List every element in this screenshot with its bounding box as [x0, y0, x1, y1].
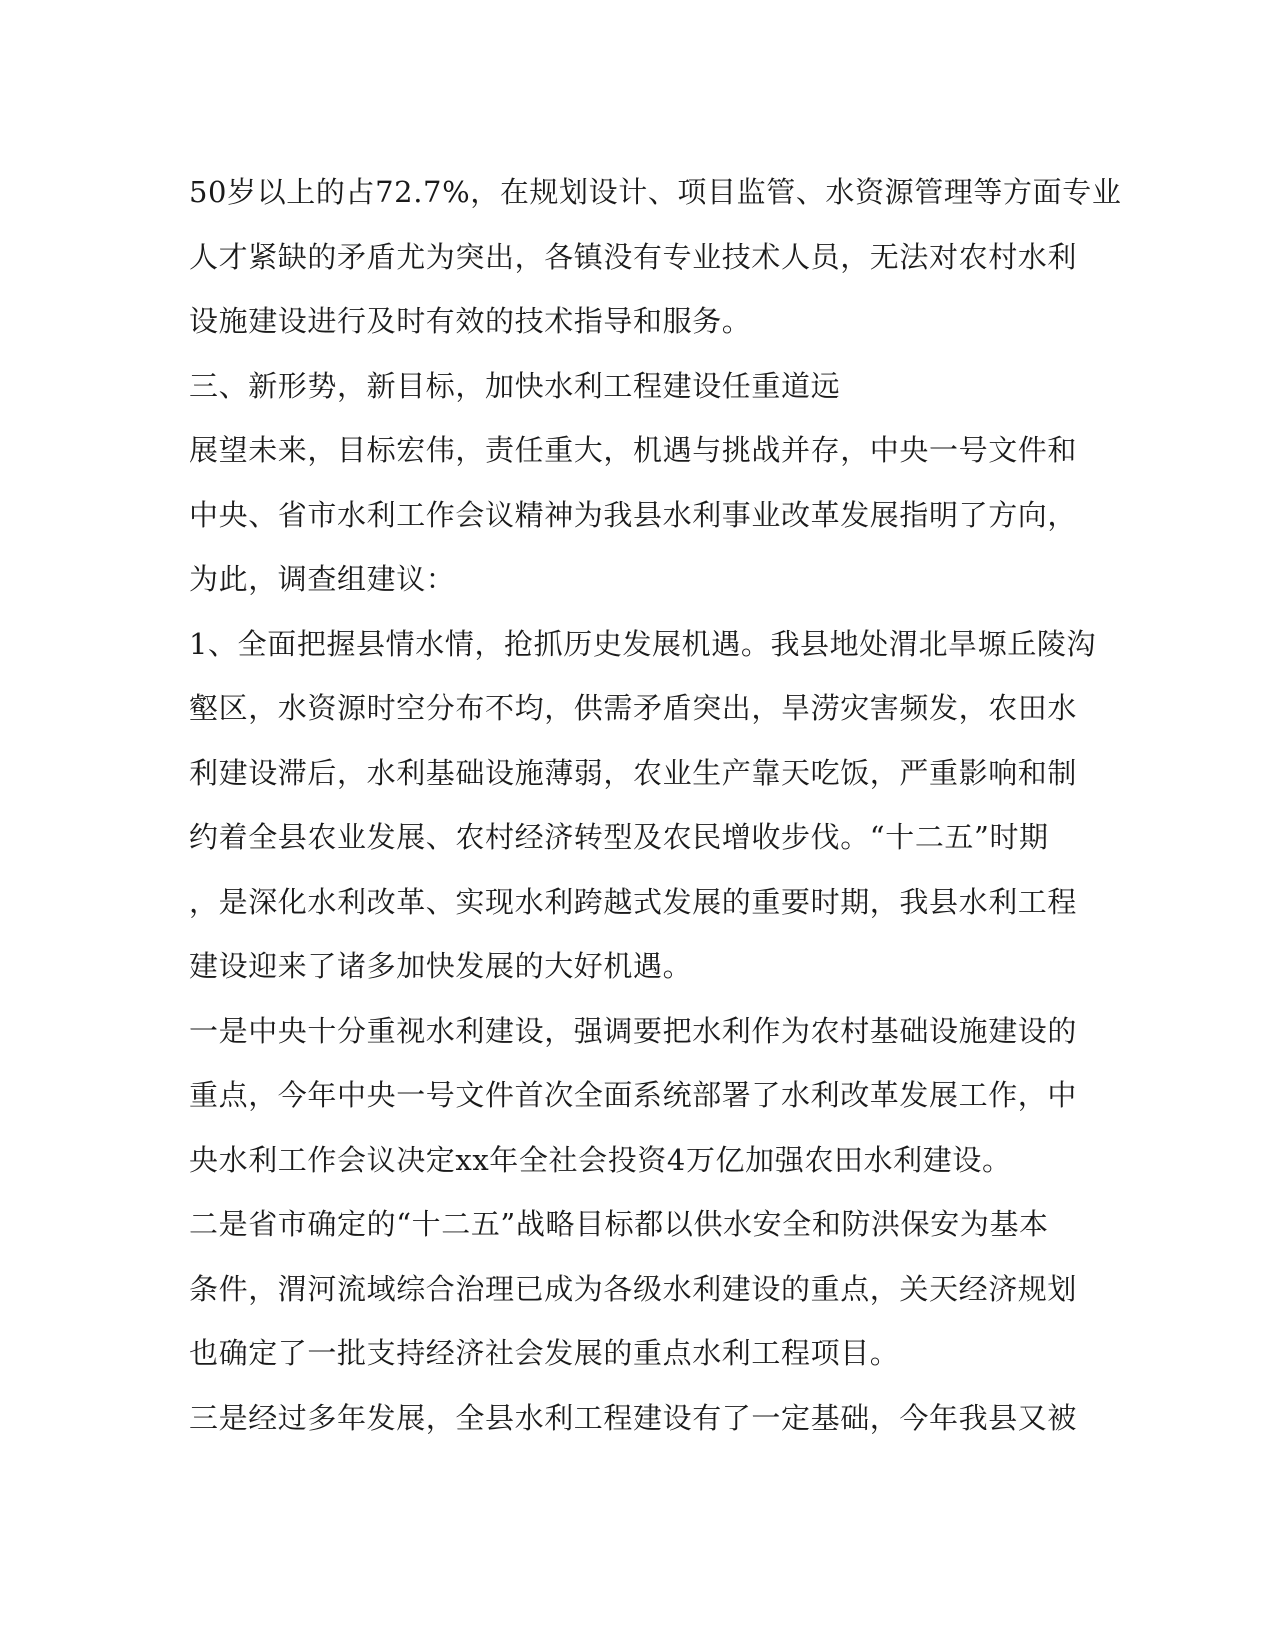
text-line: 条件，渭河流域综合治理已成为各级水利建设的重点，关天经济规划 — [189, 1271, 1078, 1306]
text-line: 重点，今年中央一号文件首次全面系统部署了水利改革发展工作，中 — [189, 1078, 1078, 1112]
text-line: 二是省市确定的“十二五”战略目标都以供水安全和防洪保安为基本 — [189, 1207, 1049, 1241]
text-line: 也确定了一批支持经济社会发展的重点水利工程项目。 — [189, 1336, 900, 1370]
text-line: 1、全面把握县情水情，抢抓历史发展机遇。我县地处渭北旱塬丘陵沟 — [189, 626, 1097, 661]
text-line: 利建设滞后，水利基础设施薄弱，农业生产靠天吃饭，严重影响和制 — [189, 755, 1078, 790]
body-text — [189, 160, 1122, 1450]
text-line: 为此，调查组建议： — [189, 562, 456, 596]
text-line: 壑区，水资源时空分布不均，供需矛盾突出，旱涝灾害频发，农田水 — [189, 691, 1078, 725]
section-heading: 三、新形势，新目标，加快水利工程建设任重道远 — [189, 368, 841, 403]
text-line: 约着全县农业发展、农村经济转型及农民增收步伐。“十二五”时期 — [189, 820, 1049, 854]
text-line: 设施建设进行及时有效的技术指导和服务。 — [189, 304, 752, 338]
text-line: 央水利工作会议决定xx年全社会投资4万亿加强农田水利建设。 — [189, 1142, 1012, 1177]
text-line: 人才紧缺的矛盾尤为突出，各镇没有专业技术人员，无法对农村水利 — [189, 239, 1078, 274]
text-line: 一是中央十分重视水利建设，强调要把水利作为农村基础设施建设的 — [189, 1013, 1078, 1048]
text-line: 50岁以上的占72.7%，在规划设计、项目监管、水资源管理等方面专业 — [189, 175, 1122, 209]
text-line: 三是经过多年发展，全县水利工程建设有了一定基础，今年我县又被 — [189, 1400, 1078, 1435]
text-line: 建设迎来了诸多加快发展的大好机遇。 — [189, 949, 693, 983]
text-line: 展望未来，目标宏伟，责任重大，机遇与挑战并存，中央一号文件和 — [189, 433, 1078, 467]
text-line: 中央、省市水利工作会议精神为我县水利事业改革发展指明了方向， — [189, 497, 1078, 532]
text-line: ，是深化水利改革、实现水利跨越式发展的重要时期，我县水利工程 — [189, 884, 1078, 919]
